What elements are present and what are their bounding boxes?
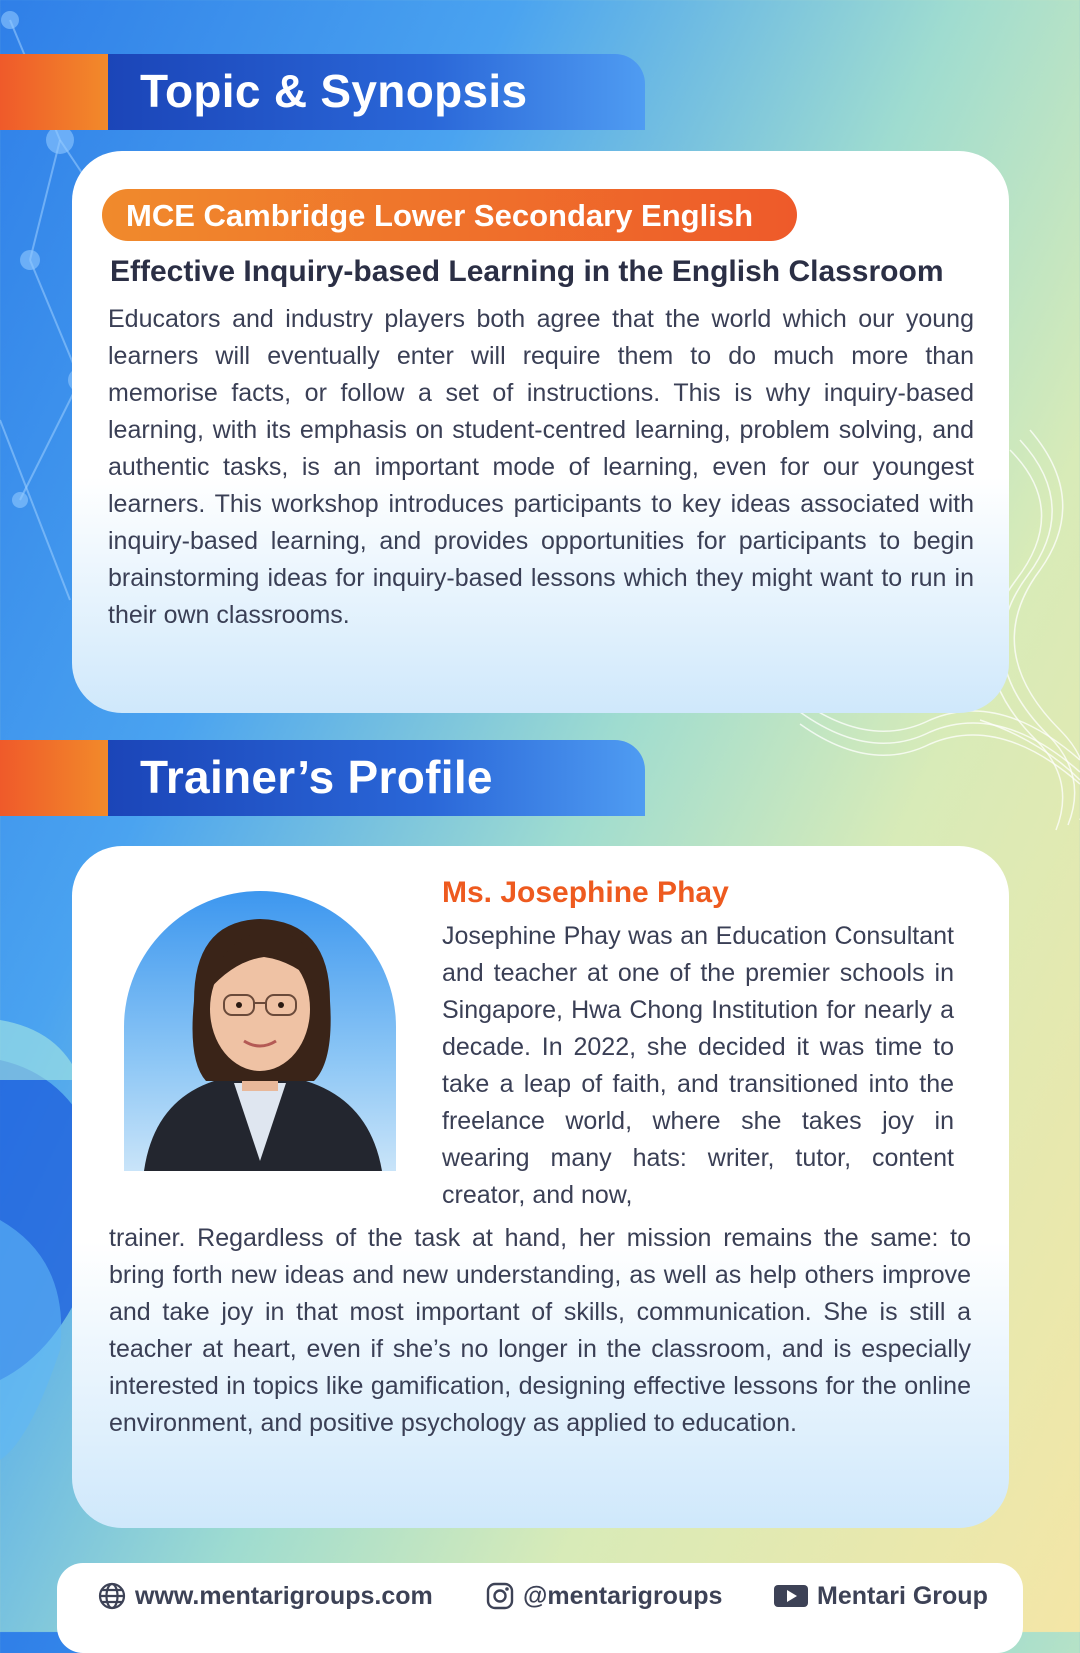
youtube-link[interactable] — [773, 1581, 988, 1611]
portrait-icon — [124, 891, 396, 1171]
globe-icon — [97, 1581, 127, 1611]
trainer-card — [72, 846, 1009, 1528]
synopsis-text: Educators and industry players both agree that the world which our young learners will eventually enter will require them to do much more than memorise facts, or follow a set of instructions. This is why inquiry-based learning, with its emphasis on student-centred learning, problem solving, and authentic tasks, is an important mode of learning, even for our youngest learners. This workshop introduces participants to key ideas associated with inquiry-based learning, and provides opportunities for participants to begin brainstorming ideas for inquiry-based lessons which they might want to run in their own classrooms. — [108, 305, 974, 629]
trainer-bio-part1: Josephine Phay was an Education Consultant and teacher at one of the premier schools in Singapore, Hwa Chong Institution for nearly a decade. In 2022, she decided it was time to take a leap of faith, and transitioned into the freelance world, where she takes joy in wearing many hats: writer, tutor, content creator, and now, — [442, 922, 954, 1209]
topic-card — [72, 151, 1009, 713]
instagram-text: @mentarigroups — [523, 1581, 723, 1610]
topic-section-banner — [0, 54, 645, 130]
website-text: www.mentarigroups.com — [135, 1581, 433, 1610]
trainer-section-banner — [0, 740, 645, 816]
banner-accent — [0, 740, 108, 816]
instagram-icon — [485, 1581, 515, 1611]
trainer-section-heading: Trainer’s Profile — [140, 751, 493, 803]
website-link[interactable] — [97, 1581, 433, 1611]
youtube-icon — [773, 1581, 809, 1611]
instagram-link[interactable] — [485, 1581, 722, 1611]
trainer-name: Ms. Josephine Phay — [442, 876, 729, 909]
course-label: MCE Cambridge Lower Secondary English — [102, 189, 797, 241]
trainer-bio-part2: trainer. Regardless of the task at hand, her mission remains the same: to bring forth new ideas and new understanding, as well as help others improve and take joy in that most important of skills, communication. She is still a teacher at heart, even if she’s no longer in the classroom, and is especially interested in topics like gamification, designing effective lessons for the online environment, and positive psychology as applied to education. — [109, 1224, 971, 1437]
workshop-title: Effective Inquiry-based Learning in the English Classroom — [110, 255, 944, 288]
footer-contact-bar — [57, 1563, 1023, 1653]
trainer-photo — [124, 891, 396, 1171]
topic-section-heading: Topic & Synopsis — [140, 65, 528, 117]
banner-accent — [0, 54, 108, 130]
youtube-text: Mentari Group — [817, 1581, 988, 1610]
